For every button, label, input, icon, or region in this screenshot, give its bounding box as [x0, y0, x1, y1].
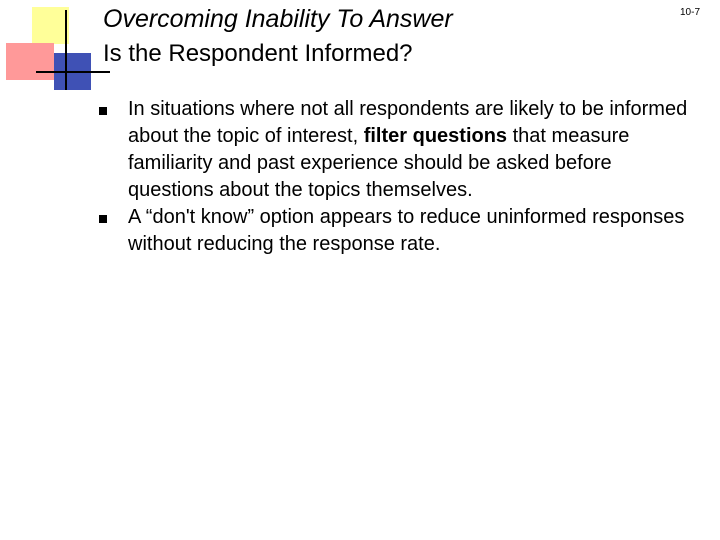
bullet-text-after: that measure familiarity and past experience should be asked before questions about the topics themselves. [128, 125, 630, 201]
bullet-list [99, 96, 699, 258]
bullet-item-filter-questions [99, 96, 699, 204]
bullet-text-before: A “don't know” option appears to reduce uninformed responses without reducing the response rate. [128, 206, 685, 255]
bullet-text [128, 98, 687, 201]
square-bullet-icon [99, 107, 107, 115]
bullet-text-bold: filter questions [363, 125, 508, 147]
bullet-text-before: In situations where not all respondents are likely to be informed about the topic of interest, [128, 98, 688, 147]
bullet-item-dont-know-option [99, 204, 699, 258]
page-number: 10-7 [679, 7, 700, 18]
square-bullet-icon [99, 215, 107, 223]
red-square-icon [6, 43, 54, 80]
bullet-text [128, 206, 684, 255]
slide-subtitle: Is the Respondent Informed? [103, 40, 413, 67]
slide-title: Overcoming Inability To Answer [103, 5, 453, 33]
slide-logo-icon [0, 0, 110, 90]
yellow-square-icon [32, 7, 69, 44]
